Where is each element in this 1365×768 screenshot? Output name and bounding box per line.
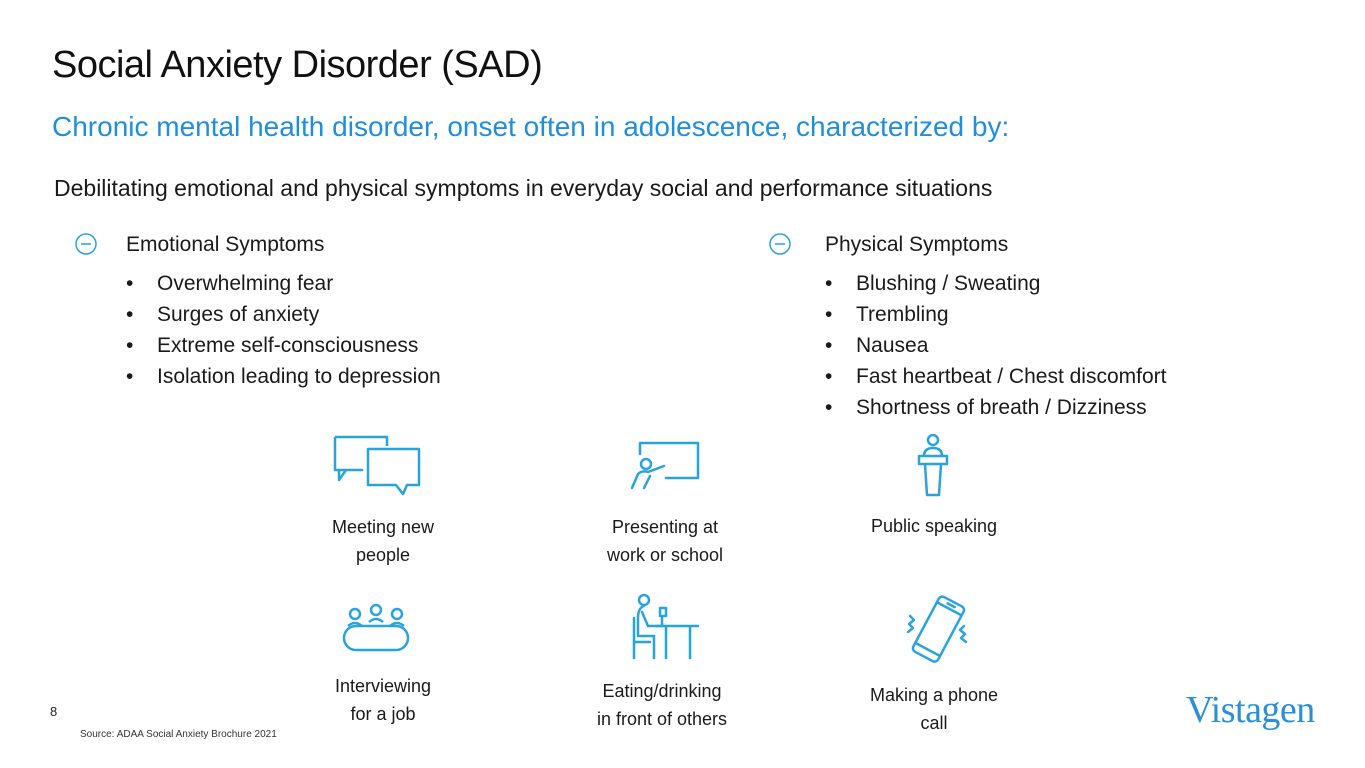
minus-circle-icon	[769, 233, 791, 260]
list-item	[825, 299, 1166, 330]
emotional-symptom: Isolation leading to depression	[157, 365, 441, 388]
physical-symptom: Trembling	[856, 303, 949, 326]
bullet: •	[825, 365, 833, 388]
emotional-symptoms-heading: Emotional Symptoms	[126, 233, 325, 256]
bullet: •	[126, 334, 134, 357]
list-item	[126, 299, 441, 330]
bullet: •	[825, 396, 833, 419]
person-eating-icon	[630, 592, 702, 662]
list-item	[825, 361, 1166, 392]
emotional-symptom: Extreme self-consciousness	[157, 334, 419, 357]
source-citation: Source: ADAA Social Anxiety Brochure 2021	[80, 729, 277, 740]
company-logo: Vistagen	[1186, 689, 1315, 731]
bullet: •	[126, 272, 134, 295]
list-item	[126, 361, 441, 392]
situation-label: Making a phone call	[869, 685, 999, 733]
bullet: •	[825, 303, 833, 326]
list-item	[825, 268, 1166, 299]
situation-label: Meeting new people	[331, 517, 435, 565]
physical-symptom: Shortness of breath / Dizziness	[856, 396, 1147, 419]
situation-label: Presenting at work or school	[606, 517, 724, 565]
emotional-symptom: Surges of anxiety	[157, 303, 320, 326]
page-subtitle: Chronic mental health disorder, onset often in adolescence, characterized by:	[52, 111, 1010, 142]
bullet: •	[126, 303, 134, 326]
physical-symptom: Nausea	[856, 334, 929, 357]
physical-symptom: Blushing / Sweating	[856, 272, 1041, 295]
presenter-board-icon	[628, 440, 704, 492]
list-item	[825, 330, 1166, 361]
list-item	[126, 268, 441, 299]
physical-symptoms-list	[825, 268, 1166, 423]
page-title: Social Anxiety Disorder (SAD)	[52, 44, 543, 86]
podium-speaker-icon	[916, 434, 950, 498]
ringing-phone-icon	[904, 590, 970, 668]
bullet: •	[825, 272, 833, 295]
list-item	[126, 330, 441, 361]
page-number: 8	[50, 704, 58, 719]
bullet: •	[126, 365, 134, 388]
bullet: •	[825, 334, 833, 357]
minus-circle-icon	[75, 233, 97, 260]
speech-bubbles-icon	[332, 434, 424, 498]
emotional-symptoms-list	[126, 268, 441, 392]
situation-label: Public speaking	[870, 516, 998, 536]
physical-symptom: Fast heartbeat / Chest discomfort	[856, 365, 1167, 388]
physical-symptoms-heading: Physical Symptoms	[825, 233, 1009, 256]
situation-label: Interviewing for a job	[334, 676, 432, 724]
list-item	[825, 392, 1166, 423]
situation-label: Eating/drinking in front of others	[596, 681, 728, 729]
lead-statement: Debilitating emotional and physical symptoms in everyday social and performance situations	[54, 175, 993, 201]
meeting-table-icon	[340, 602, 412, 654]
emotional-symptom: Overwhelming fear	[157, 272, 334, 295]
